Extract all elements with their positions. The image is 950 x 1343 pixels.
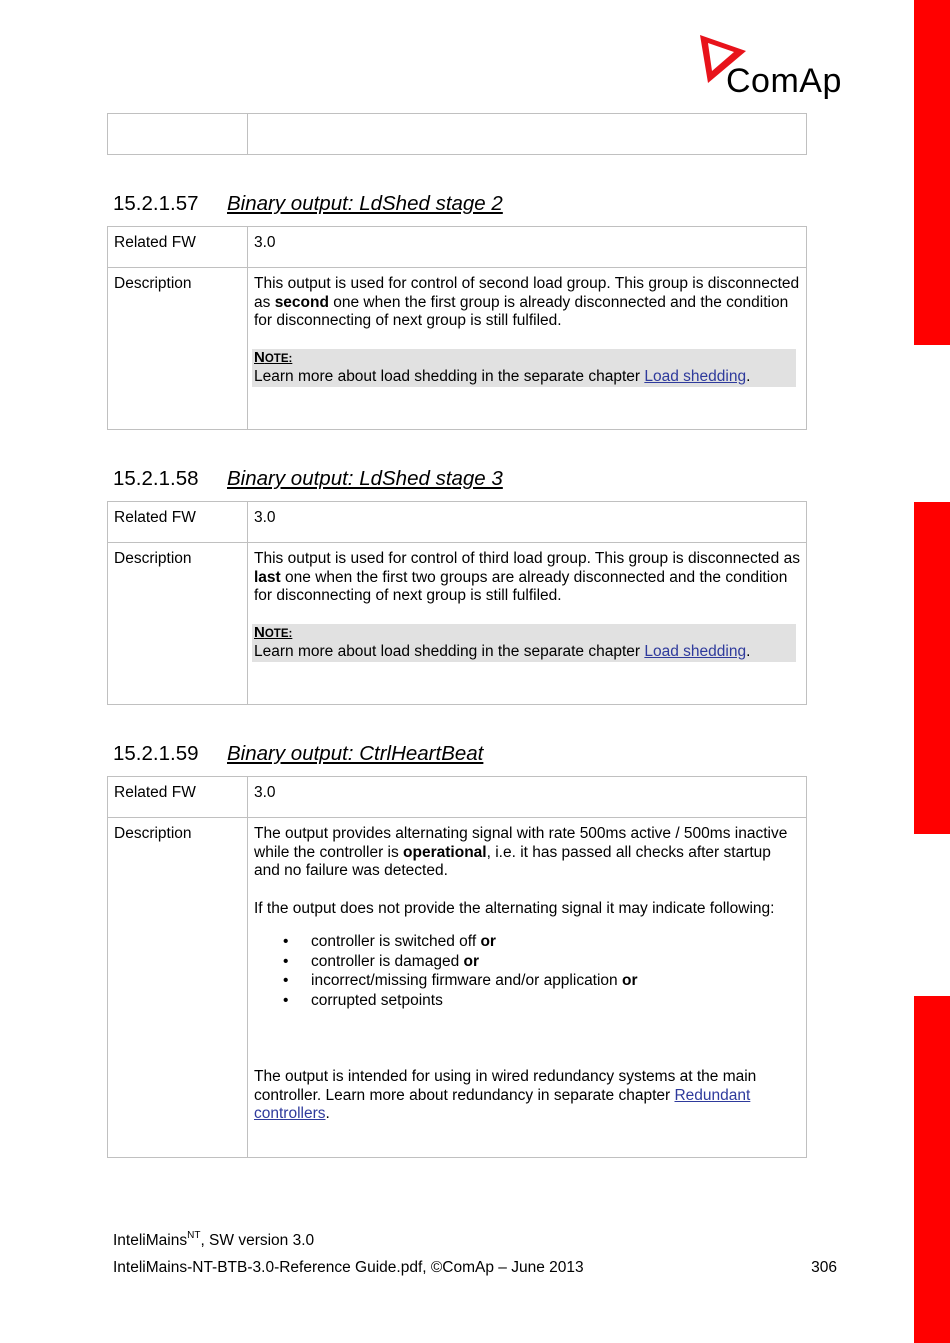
description-text bbox=[254, 275, 800, 331]
description-bold: last bbox=[254, 568, 281, 586]
related-fw-value: 3.0 bbox=[248, 227, 807, 268]
note-label-initial: N bbox=[254, 623, 265, 641]
side-bar-top bbox=[914, 0, 950, 345]
redundant-controllers-link[interactable]: Redundant controllers bbox=[254, 1086, 751, 1122]
description-text-part: one when the first group is already disconnected and the condition for disconnecting of next group is still fulfiled. bbox=[254, 293, 789, 329]
note-label-rest: OTE: bbox=[264, 352, 293, 365]
section-number: 15.2.1.59 bbox=[113, 742, 199, 765]
related-fw-label: Related FW bbox=[108, 227, 248, 268]
side-bar-bottom bbox=[914, 996, 950, 1343]
table-cell bbox=[248, 114, 807, 155]
list-item bbox=[283, 971, 800, 991]
note-text-end: . bbox=[746, 643, 751, 660]
description-text-part: , i.e. it has passed all checks after startup and no failure was detected. bbox=[254, 843, 771, 879]
description-text-part: The output is intended for using in wired redundancy systems at the main controller. Learn more about redundancy in separate chapter bbox=[254, 1068, 757, 1104]
table-row bbox=[108, 543, 807, 705]
note-label-rest: OTE: bbox=[264, 627, 293, 640]
section-title: Binary output: CtrlHeartBeat bbox=[227, 742, 484, 765]
description-text bbox=[254, 825, 800, 881]
description-text-part: This output is used for control of third load group. This group is disconnected as bbox=[254, 550, 800, 567]
list-item-text: corrupted setpoints bbox=[311, 991, 443, 1009]
list-item bbox=[283, 952, 800, 972]
related-fw-value: 3.0 bbox=[248, 777, 807, 818]
list-item-text: controller is switched off bbox=[311, 933, 481, 950]
description-label: Description bbox=[108, 543, 248, 705]
footer-product bbox=[113, 1230, 314, 1250]
description-text-part: This output is used for control of second load group. This group is disconnected as bbox=[254, 275, 800, 311]
description-paragraph: If the output does not provide the alternating signal it may indicate following: bbox=[254, 899, 775, 917]
description-text bbox=[254, 550, 800, 606]
note-box bbox=[252, 624, 796, 662]
side-bar-middle bbox=[914, 502, 950, 834]
description-cell bbox=[248, 543, 807, 705]
table-row bbox=[108, 502, 807, 543]
section-heading bbox=[113, 192, 503, 216]
footer-document: InteliMains-NT-BTB-3.0-Reference Guide.pdf, ©ComAp – June 2013 bbox=[113, 1259, 584, 1276]
page-number: 306 bbox=[811, 1259, 837, 1276]
table-row bbox=[108, 777, 807, 818]
note-box bbox=[252, 349, 796, 387]
bullet-icon: • bbox=[283, 991, 289, 1009]
bullet-icon: • bbox=[283, 933, 289, 950]
related-fw-label: Related FW bbox=[108, 777, 248, 818]
section-title: Binary output: LdShed stage 2 bbox=[227, 192, 503, 215]
footer-product-sup: NT bbox=[187, 1230, 201, 1241]
comap-logo-text: ComAp bbox=[726, 62, 842, 100]
spec-table bbox=[107, 501, 807, 705]
footer-product-name: InteliMains bbox=[113, 1232, 188, 1249]
footer-version: , SW version 3.0 bbox=[200, 1232, 315, 1249]
list-item-bold: or bbox=[480, 933, 496, 950]
section-title: Binary output: LdShed stage 3 bbox=[227, 467, 503, 490]
description-cell bbox=[248, 268, 807, 430]
table-row bbox=[108, 114, 807, 155]
table-row bbox=[108, 818, 807, 1158]
top-table bbox=[107, 113, 807, 155]
bullet-icon: • bbox=[283, 952, 289, 970]
section-heading bbox=[113, 467, 503, 491]
comap-logo bbox=[698, 33, 843, 103]
list-item bbox=[283, 932, 800, 952]
description-text-part: The output provides alternating signal with rate 500ms active / 500ms inactive while the controller is bbox=[254, 825, 788, 861]
bullet-icon: • bbox=[283, 972, 289, 989]
description-paragraph bbox=[254, 1068, 800, 1124]
description-label: Description bbox=[108, 818, 248, 1158]
section-number: 15.2.1.57 bbox=[113, 192, 199, 215]
load-shedding-link[interactable]: Load shedding bbox=[644, 368, 747, 385]
note-label bbox=[254, 624, 796, 644]
list-item-bold: or bbox=[463, 952, 479, 970]
table-cell bbox=[108, 114, 248, 155]
description-label: Description bbox=[108, 268, 248, 430]
list-item-text: incorrect/missing firmware and/or application bbox=[311, 972, 622, 989]
load-shedding-link[interactable]: Load shedding bbox=[644, 643, 747, 660]
description-bold: second bbox=[274, 293, 329, 311]
list-item-bold: or bbox=[621, 972, 638, 989]
list-item-text: controller is damaged bbox=[311, 952, 464, 970]
note-label bbox=[254, 349, 796, 369]
section-heading bbox=[113, 742, 483, 766]
table-row bbox=[108, 268, 807, 430]
note-text bbox=[254, 368, 796, 387]
note-text-part: Learn more about load shedding in the separate chapter bbox=[254, 643, 645, 660]
description-text-end: . bbox=[325, 1105, 330, 1122]
description-cell bbox=[248, 818, 807, 1158]
spec-table bbox=[107, 226, 807, 430]
bullet-list bbox=[254, 932, 800, 1010]
note-text bbox=[254, 643, 796, 662]
description-text-part: one when the first two groups are already disconnected and the condition for disconnecting of next group is still fulfiled. bbox=[254, 568, 788, 604]
note-label-initial: N bbox=[254, 348, 265, 366]
related-fw-value: 3.0 bbox=[248, 502, 807, 543]
table-row bbox=[108, 227, 807, 268]
list-item bbox=[283, 991, 800, 1011]
note-text-part: Learn more about load shedding in the separate chapter bbox=[254, 368, 645, 385]
spec-table bbox=[107, 776, 807, 1158]
note-text-end: . bbox=[746, 368, 751, 385]
description-bold: operational bbox=[403, 843, 487, 861]
section-number: 15.2.1.58 bbox=[113, 467, 199, 490]
related-fw-label: Related FW bbox=[108, 502, 248, 543]
